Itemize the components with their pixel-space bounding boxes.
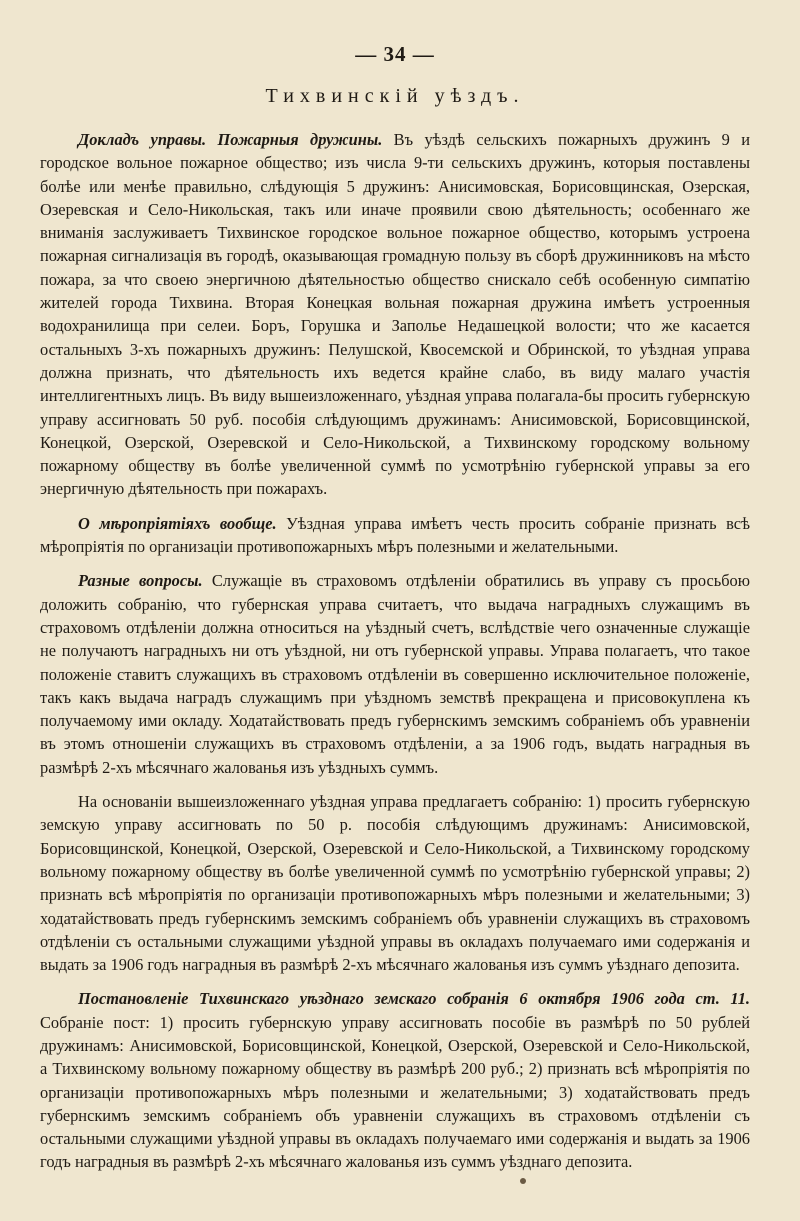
paragraph-proposal (40, 790, 750, 976)
section-heading: Тихвинскій уѣздъ. (265, 85, 525, 107)
paragraph-fire-brigades (40, 128, 750, 501)
paragraph-resolution (40, 987, 750, 1173)
paragraph-lead: Докладъ управы. Пожарныя дружины. (78, 130, 383, 149)
paragraph-lead: Разные вопросы. (78, 571, 203, 591)
paragraph-lead: Постановленіе Тихвинскаго уѣзднаго земскаго собранія 6 октября 1906 года ст. 11. (78, 989, 750, 1009)
paragraph-measures (40, 512, 750, 559)
paragraph-lead: О мѣропріятіяхъ вообще. (78, 513, 277, 533)
paragraph-text: Уѣздная управа имѣетъ честь просить собраніе признать всѣ мѣропріятія по организаціи противопожарныхъ мѣръ полезными и желательными. (40, 513, 750, 557)
paragraph-text: Служащіе въ страховомъ отдѣленіи обратились въ управу съ просьбою доложить собранію, что губернская управа считаетъ, что выдача наградныхъ служащимъ въ страховомъ отдѣленіи должна относиться на уѣздный счетъ, вслѣдствіе чего означенные служащіе не получаютъ наградныхъ ни отъ уѣздной, ни отъ губернской управы. Управа полагаетъ, что такое положеніе ставитъ служащихъ въ страховомъ отдѣленіи въ совершенно исключительное положеніе, такъ какъ выдача наградъ служащимъ при уѣздномъ земствѣ прекращена и присовокуплена къ получаемому ими окладу. Ходатайствовать предъ губернскимъ земскимъ собраніемъ объ уравненіи въ этомъ отношеніи служащихъ въ страховомъ отдѣленіи, а за 1906 годъ, выдать наградныя въ размѣрѣ 2-хъ мѣсячнаго жалованья изъ уѣздныхъ суммъ. (40, 571, 750, 777)
ink-dot (520, 1178, 526, 1184)
paragraph-text: На основаніи вышеизложеннаго уѣздная управа предлагаетъ собранію: 1) просить губернскую земскую управу ассигновать по 50 р. пособія слѣдующимъ дружинамъ: Анисимовской, Борисовщинской, Конецкой, Озерской, Озеревской и Село-Никольской, а Тихвинскому городскому вольному пожарному обществу въ болѣе увеличенной суммѣ по усмотрѣнію губернской управы; 2) признать всѣ мѣропріятія по организаціи противопожарныхъ мѣръ полезными и желательными; 3) ходатайствовать предъ губернскимъ земскимъ собраніемъ объ уравненіи служащихъ въ страховомъ отдѣленіи съ остальными служащими уѣздной управы въ окладахъ получаемаго ими содержанія и выдать за 1906 годъ наградныя въ размѣрѣ 2-хъ мѣсячнаго жалованья изъ суммъ уѣзднаго депозита. (40, 792, 750, 975)
page-number: — 34 — (355, 42, 435, 66)
paragraph-text: Въ уѣздѣ сельскихъ пожарныхъ дружинъ 9 и городское вольное пожарное общество; изъ числа 9-ти сельскихъ дружинъ, которыя поставлены болѣе или менѣе правильно, слѣдующія 5 дружинъ: Анисимовская, Борисовщинская, Озерская, Озеревская и Село-Никольская, такъ или иначе проявили свою дѣятельность; особеннаго же вниманія заслуживаетъ Тихвинское городское вольное пожарное общество, которымъ устроена пожарная сигнализація въ городѣ, оказывающая громадную пользу въ сборѣ дружинниковъ на мѣсто пожара, за что своею энергичною дѣятельностью общество снискало себѣ особенную симпатію жителей города Тихвина. Вторая Конецкая вольная пожарная дружина имѣетъ устроенныя водохранилища при селеи. Боръ, Горушка и Заполье Недашецкой волости; что же касается остальныхъ 3-хъ пожарныхъ дружинъ: Пелушской, Квосемской и Обринской, то уѣздная управа должна признать, что дѣятельность ихъ ведется крайне слабо, въ виду малаго участія интеллигентныхъ лицъ. Въ виду вышеизложеннаго, уѣздная управа полагала-бы просить губернскую управу ассигновать 50 руб. пособія слѣдующимъ дружинамъ: Анисимовской, Борисовщинской, Конецкой, Озерской, Озеревской и Село-Никольской, а Тихвинскому городскому вольному пожарному обществу въ болѣе увеличенной суммѣ по усмотрѣнію губернской управы за его энергичную дѣятельность при пожарахъ. (40, 130, 750, 499)
paragraph-text: Собраніе пост: 1) просить губернскую управу ассигновать пособіе въ размѣрѣ по 50 рублей дружинамъ: Анисимовской, Борисовщинской, Конецкой, Озерской, Озеревской и Село-Никольской, а Тихвинскому вольному пожарному обществу въ размѣрѣ 200 руб.; 2) признать всѣ мѣропріятія по организаціи противопожарныхъ мѣръ полезными и желательными; 3) ходатайствовать предъ губернскимъ земскимъ собраніемъ объ уравненіи служащихъ въ страховомъ отдѣленіи съ остальными служащими уѣздной управы въ окладахъ получаемаго ими содержанія и выдать за 1906 годъ наградныя въ размѣрѣ 2-хъ мѣсячнаго жалованья изъ суммъ уѣзднаго депозита. (40, 1012, 750, 1172)
paragraph-various-questions (40, 569, 750, 779)
